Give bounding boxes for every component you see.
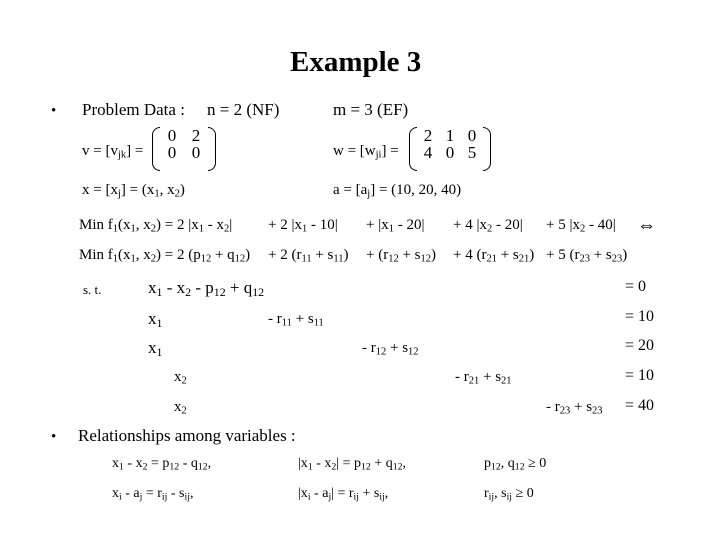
matrix-cell: 1 [445,125,455,145]
problem-data-label: Problem Data : [82,100,185,119]
page-title: Example 3 [290,46,422,78]
matrix-cell: 0 [167,142,177,162]
relationship-2-difference: $x_i - a_j = r_{ij} - s_{ij}$, [112,486,194,503]
relationship-1-nonnegativity: $p_{12}$, $q_{12} \ge 0$ [484,456,547,473]
v-matrix-grid [160,127,208,171]
w-matrix-grid [417,127,483,171]
objective-term-4: + 4 $|x_2 - 20|$ [453,217,523,235]
constraint-1-rhs: = 0 [625,278,647,295]
v-matrix [152,127,216,171]
linear-term-4: + 4 $(r_{21} + s_{21})$ [453,247,535,265]
objective-term-5: + 5 $|x_2 - 40|$ [546,217,616,235]
matrix-cell: 0 [191,142,201,162]
x-definition: $x = [x_j] = (x_1$, $x_2$) [82,182,185,200]
linear-term-3: + $(r_{12} + s_{12})$ [366,247,436,265]
a-definition: $a = [a_j] = (10$, 20, 40) [333,182,462,200]
constraint-2-deviation: - $r_{11} + s_{11}$ [268,311,324,329]
left-paren [152,127,160,171]
m-value: m = 3 (EF) [333,100,409,119]
matrix-cell: 0 [445,142,455,162]
constraint-4-deviation: - $r_{21} + s_{21}$ [455,369,512,387]
objective-linear-form: Min $f_1(x_1$, $x_2) = 2$ $(p_{12} + q_{12})$ [79,247,251,265]
relationship-2-nonnegativity: $r_{ij}$, $s_{ij} \ge 0$ [484,486,534,503]
subject-to-label: s. t. [83,282,102,297]
matrix-cell: 0 [167,125,177,145]
constraint-1-lhs: $x_1 - x_2 - p_{12} + q_{12}$ [148,278,265,299]
constraint-3-deviation: - $r_{12} + s_{12}$ [362,340,419,358]
relationship-2-absolute: $|x_i - a_j| = r_{ij} + s_{ij}$, [298,486,389,503]
constraint-4-rhs: = 10 [625,367,655,384]
constraint-3-x: $x_1$ [148,338,163,359]
matrix-cell: 2 [191,125,201,145]
right-paren [483,127,491,171]
constraint-3-rhs: = 20 [625,337,655,354]
constraint-2-x: $x_1$ [148,309,163,330]
matrix-cell: 2 [423,125,433,145]
linear-term-2: + 2 $(r_{11} + s_{11})$ [268,247,349,265]
constraint-5-deviation: - $r_{23} + s_{23}$ [546,399,603,417]
w-matrix-label: $w = [w_{ji}]$ = [333,143,399,161]
linear-term-5: + 5 $(r_{23} + s_{23})$ [546,247,628,265]
v-matrix-label: $v = [v_{jk}]$ = [82,143,144,161]
right-paren [208,127,216,171]
bullet-marker: • [51,429,57,445]
constraint-5-x: $x_2$ [174,399,187,417]
left-paren [409,127,417,171]
objective-term-3: + $|x_1 - 20|$ [366,217,425,235]
bullet-marker: • [51,103,57,119]
objective-term-2: + 2 $|x_1 - 10|$ [268,217,338,235]
matrix-cell: 5 [467,142,477,162]
constraint-2-rhs: = 10 [625,308,655,325]
n-value: n = 2 (NF) [207,100,280,119]
relationship-1-absolute: $|x_1 - x_2| = p_{12} + q_{12}$, [298,456,406,473]
equivalence-icon: ⇔ [637,215,656,236]
relationship-1-difference: $x_1 - x_2 = p_{12} - q_{12}$, [112,456,212,473]
objective-absolute-form: Min $f_1(x_1$, $x_2) = 2$ $|x_1 - x_2|$ [79,217,233,235]
constraint-4-x: $x_2$ [174,369,187,387]
matrix-cell: 0 [467,125,477,145]
relationships-heading: Relationships among variables : [78,426,296,445]
matrix-cell: 4 [423,142,433,162]
constraint-5-rhs: = 40 [625,397,655,414]
w-matrix [409,127,491,171]
